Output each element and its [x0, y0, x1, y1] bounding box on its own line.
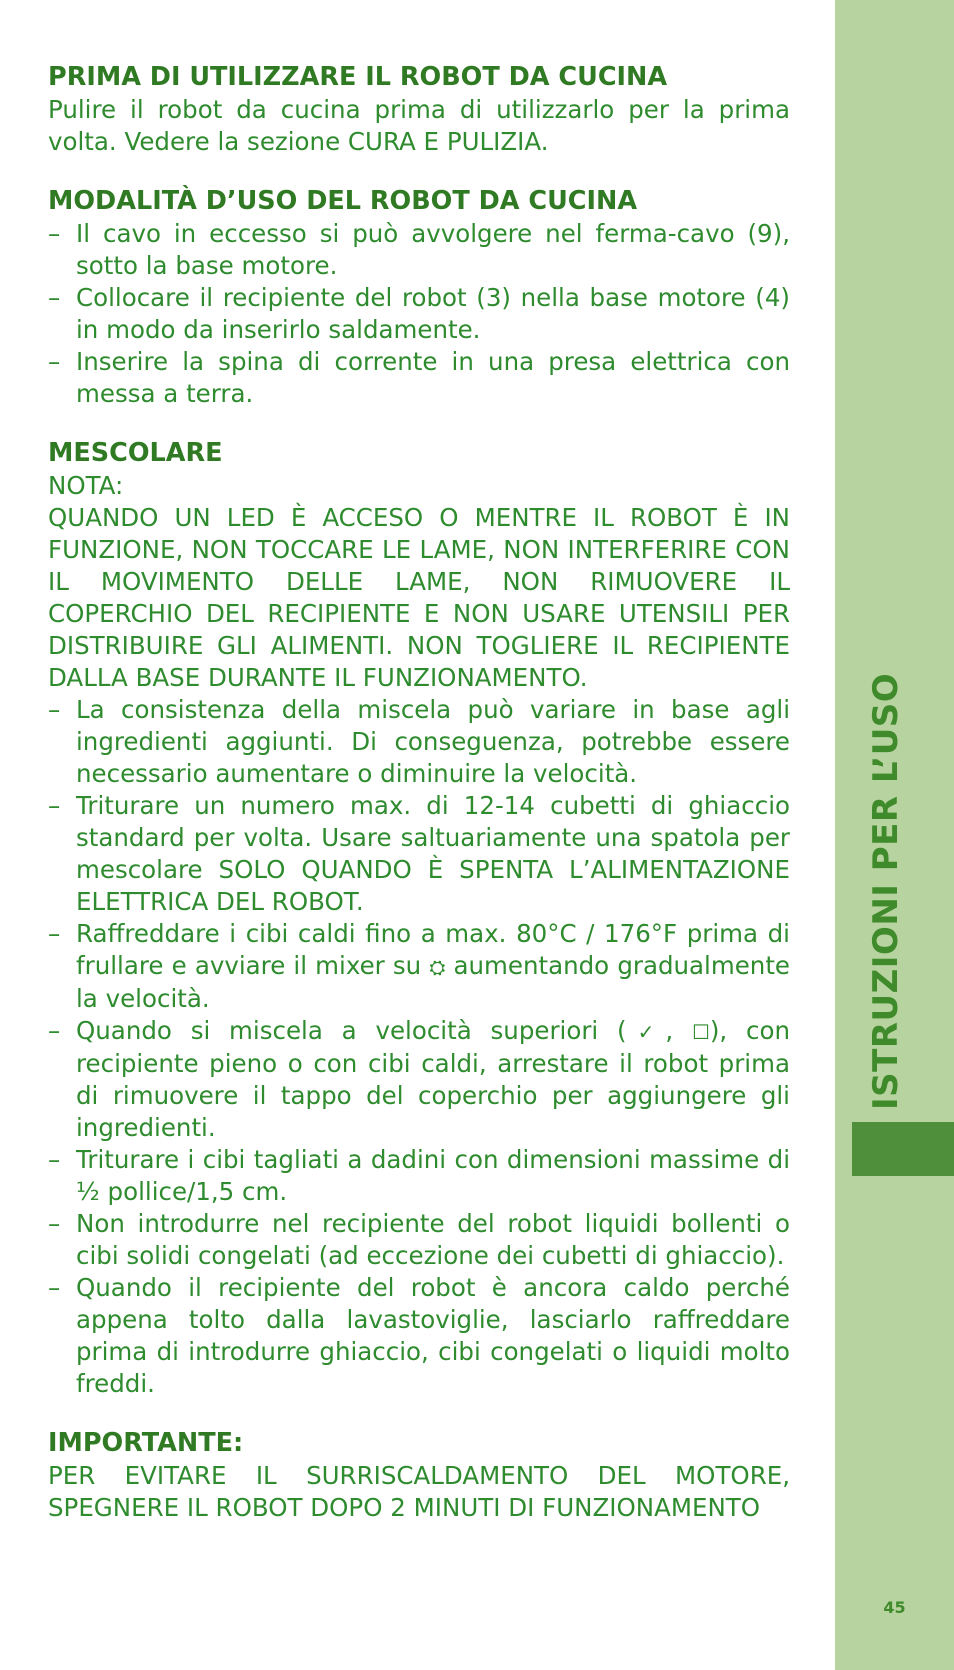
sidebar-title: ISTRUZIONI PER L’USO [866, 672, 906, 1110]
section-mixing [48, 436, 790, 1400]
item-text: Quando si miscela a velocità superiori ( [76, 1016, 627, 1045]
item-text: aumentando gradualmente la velocità. [76, 951, 790, 1013]
section-heading: MODALITÀ D’USO DEL ROBOT DA CUCINA [48, 186, 638, 216]
section-heading: PRIMA DI UTILIZZARE IL ROBOT DA CUCINA [48, 62, 668, 92]
list-item: – Inserire la spina di corrente in una presa elettrica con messa a terra. [48, 346, 790, 410]
section-heading: IMPORTANTE: [48, 1428, 244, 1458]
sidebar-marker [852, 1122, 954, 1176]
list-item: – Quando il recipiente del robot è ancora caldo perché appena tolto dalla lavastoviglie, lasciarlo raffreddare prima di introdurre ghiaccio, cibi congelati o liquidi molto freddi. [48, 1272, 790, 1400]
section-heading: MESCOLARE [48, 438, 223, 468]
list-item: – Il cavo in eccesso si può avvolgere nel ferma-cavo (9), sotto la base motore. [48, 218, 790, 282]
item-text: Raffreddare i cibi caldi fino a max. 80°C / 176°F prima di frullare e avviare il mixer su [76, 919, 790, 980]
item-text: ), con recipiente pieno o con cibi caldi, arrestare il robot prima di rimuovere il tappo del coperchio per aggiungere gli ingredienti. [76, 1016, 791, 1142]
list-item: – Triturare i cibi tagliati a dadini con dimensioni massime di ½ pollice/1,5 cm. [48, 1144, 790, 1208]
note-label: NOTA: [48, 471, 124, 500]
section-text: Pulire il robot da cucina prima di utilizzarlo per la prima volta. Vedere la sezione CURA E PULIZIA. [48, 95, 790, 156]
item-text: , [665, 1016, 692, 1045]
section-important [48, 1426, 790, 1524]
list-item: – Non introdurre nel recipiente del robot liquidi bollenti o cibi solidi congelati (ad eccezione dei cubetti di ghiaccio). [48, 1208, 790, 1272]
list-item [48, 1015, 790, 1144]
list-item: – Collocare il recipiente del robot (3) nella base motore (4) in modo da inserirlo saldamente. [48, 282, 790, 346]
note-text: QUANDO UN LED È ACCESO O MENTRE IL ROBOT È IN FUNZIONE, NON TOCCARE LE LAME, NON INTERFERIRE CON IL MOVIMENTO DELLE LAME, NON RIMUOVERE IL COPERCHIO DEL RECIPIENTE E NON USARE UTENSILI PER DISTRIBUIRE GLI ALIMENTI. NON TOGLIERE IL RECIPIENTE DALLA BASE DURANTE IL FUNZIONAMENTO. [48, 503, 790, 692]
usage-list [48, 218, 790, 410]
list-item [48, 918, 790, 1015]
blend-speed-icon: ✓ [626, 1020, 666, 1044]
mix-speed-icon: ⛭ [429, 955, 446, 979]
section-usage [48, 184, 790, 410]
puree-speed-icon: ☐ [691, 1020, 710, 1044]
list-item: – La consistenza della miscela può variare in base agli ingredienti aggiunti. Di conseguenza, potrebbe essere necessario aumentare o diminuire la velocità. [48, 694, 790, 790]
sidebar [835, 0, 954, 1670]
section-before-use [48, 60, 790, 158]
page-content [48, 60, 790, 1550]
page-number: 45 [883, 1598, 906, 1617]
list-item: – Triturare un numero max. di 12-14 cubetti di ghiaccio standard per volta. Usare saltuariamente una spatola per mescolare SOLO QUANDO È SPENTA L’ALIMENTAZIONE ELETTRICA DEL ROBOT. [48, 790, 790, 918]
section-text: PER EVITARE IL SURRISCALDAMENTO DEL MOTORE, SPEGNERE IL ROBOT DOPO 2 MINUTI DI FUNZIONAMENTO [48, 1461, 790, 1522]
mixing-list [48, 694, 790, 1400]
